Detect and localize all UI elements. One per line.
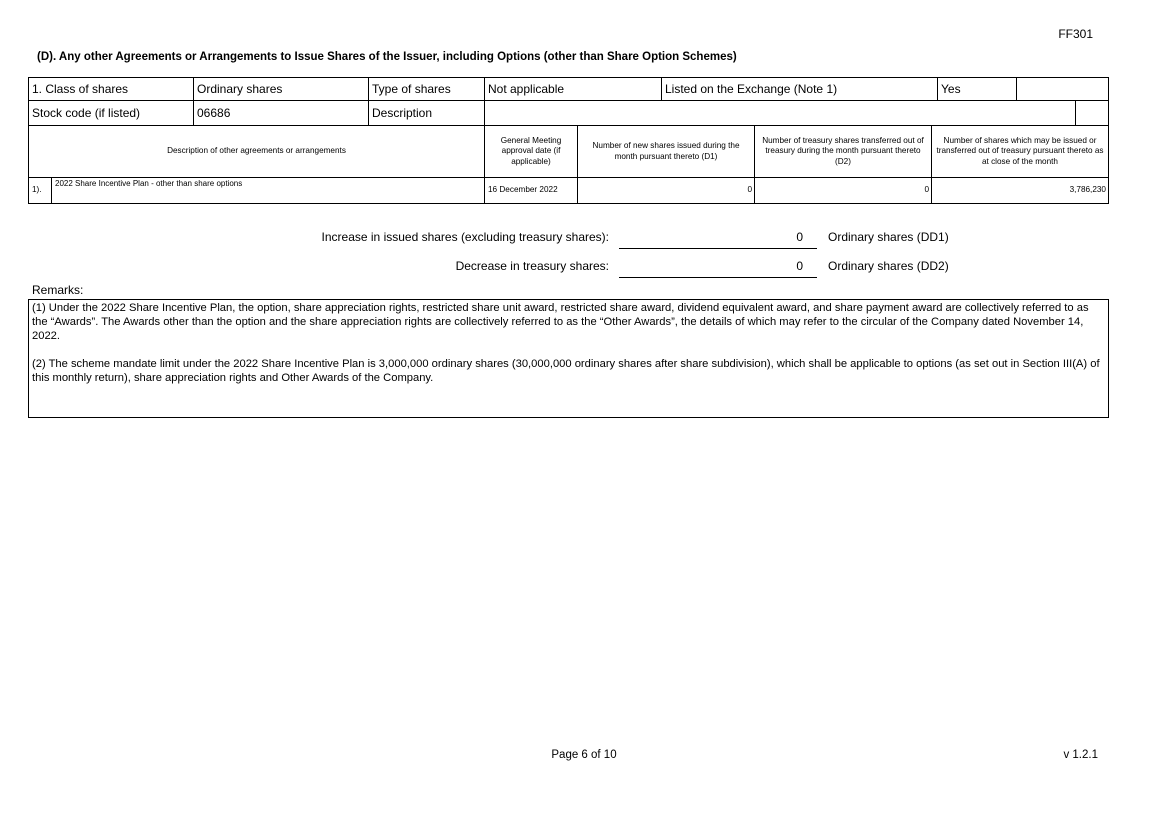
- class-of-shares-label: 1. Class of shares: [28, 77, 194, 101]
- remarks-paragraph-2: (2) The scheme mandate limit under the 2022 Share Incentive Plan is 3,000,000 ordinary shares (30,000,000 ordinary shares after share subdivision), which shall be applicable to options (as set out in Section III(A) of this monthly return), share appreciation rights and Other Awards of the Company.: [32, 358, 1100, 384]
- stock-code-label: Stock code (if listed): [28, 100, 194, 126]
- col-header-treasury-transferred: Number of treasury shares transferred out of treasury during the month pursuant thereto (D2): [754, 125, 932, 178]
- increase-label: Increase in issued shares (excluding treasury shares):: [321, 230, 609, 244]
- row-treasury-transferred: 0: [754, 177, 932, 204]
- row-index: 1).: [28, 177, 52, 204]
- decrease-underline: [619, 277, 817, 278]
- arrangements-table: [28, 77, 1109, 204]
- type-of-shares-value: Not applicable: [484, 77, 662, 101]
- remarks-box: [28, 299, 1109, 418]
- decrease-unit: Ordinary shares (DD2): [828, 259, 949, 273]
- stock-code-value: 06686: [193, 100, 369, 126]
- listed-on-exchange-value: Yes: [937, 77, 1017, 101]
- blank-cell: [1075, 100, 1109, 126]
- description-label: Description: [368, 100, 485, 126]
- decrease-value: 0: [796, 259, 803, 273]
- col-header-description: Description of other agreements or arrangements: [28, 125, 485, 178]
- col-header-new-shares: Number of new shares issued during the month pursuant thereto (D1): [577, 125, 755, 178]
- description-value: [484, 100, 1076, 126]
- increase-unit: Ordinary shares (DD1): [828, 230, 949, 244]
- row-description: 2022 Share Incentive Plan - other than share options: [51, 177, 485, 204]
- form-code: FF301: [1058, 27, 1093, 41]
- section-title: (D). Any other Agreements or Arrangements to Issue Shares of the Issuer, including Options (other than Share Option Schemes): [37, 51, 737, 63]
- remarks-paragraph-1: (1) Under the 2022 Share Incentive Plan, the option, share appreciation rights, restricted share unit award, restricted share award, dividend equivalent award, and share payment award are collectively referred to as the “Awards”. The Awards other than the option and the share appreciation rights are collectively referred to as the “Other Awards”, the details of which may refer to the circular of the Company dated November 14, 2022.: [32, 302, 1089, 342]
- blank-cell: [1016, 77, 1109, 101]
- listed-on-exchange-label: Listed on the Exchange (Note 1): [661, 77, 938, 101]
- decrease-label: Decrease in treasury shares:: [455, 259, 609, 273]
- page-number: Page 6 of 10: [551, 749, 617, 761]
- version-label: v 1.2.1: [1063, 749, 1098, 761]
- type-of-shares-label: Type of shares: [368, 77, 485, 101]
- increase-underline: [619, 248, 817, 249]
- remarks-label: Remarks:: [32, 283, 84, 297]
- row-approval-date: 16 December 2022: [484, 177, 578, 204]
- row-new-shares: 0: [577, 177, 755, 204]
- increase-value: 0: [796, 230, 803, 244]
- col-header-may-be-issued: Number of shares which may be issued or transferred out of treasury pursuant thereto as at close of the month: [931, 125, 1109, 178]
- class-of-shares-value: Ordinary shares: [193, 77, 369, 101]
- col-header-approval-date: General Meeting approval date (if applicable): [484, 125, 578, 178]
- row-may-be-issued: 3,786,230: [931, 177, 1109, 204]
